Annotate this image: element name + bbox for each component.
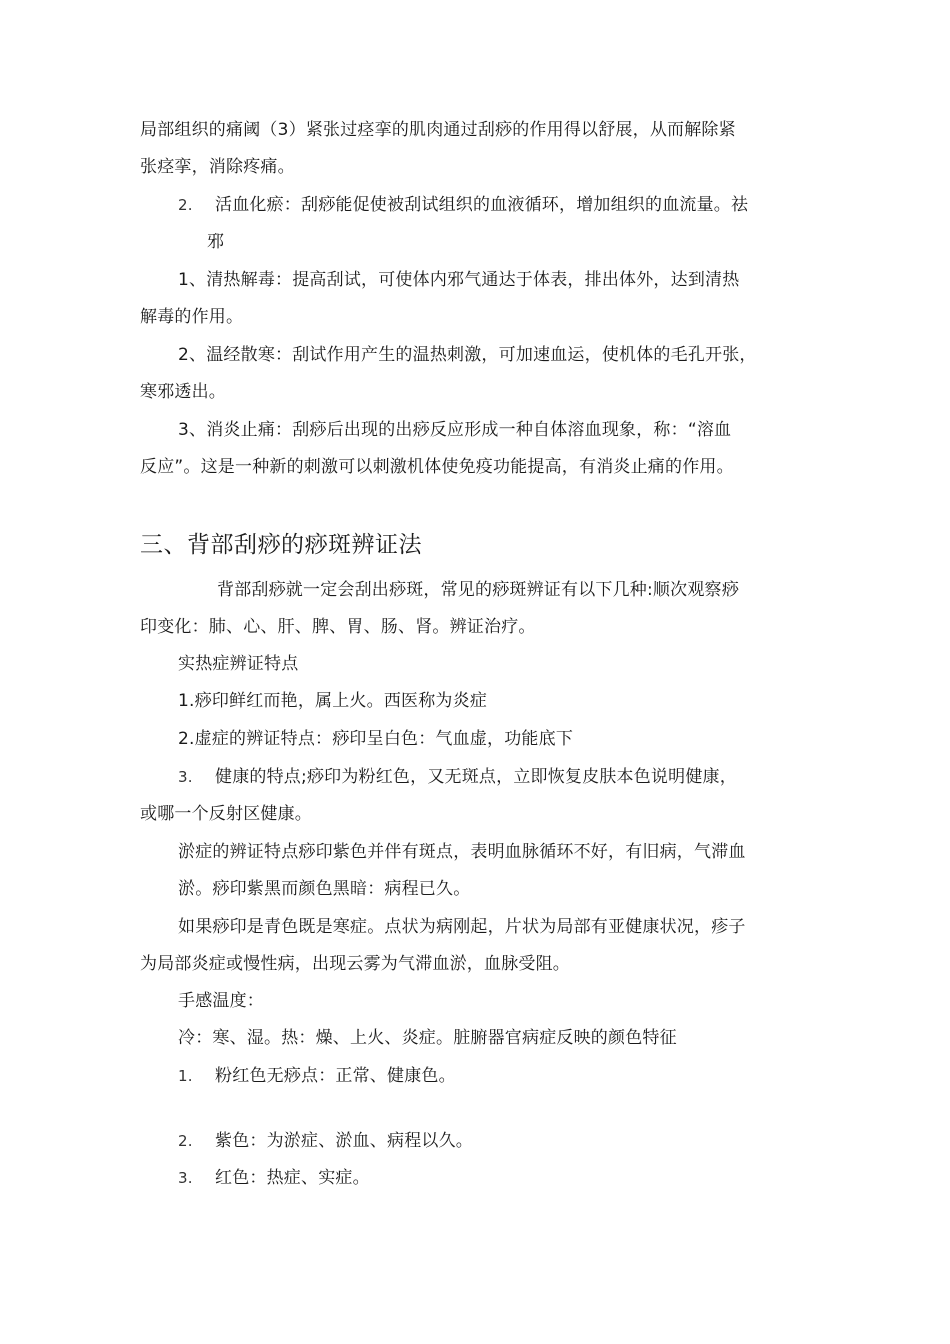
paragraph-line: 3、消炎止痛：刮痧后出现的出痧反应形成一种自体溶血现象，称：“溶血 [178,420,732,440]
item-text: 活血化瘀：刮痧能促使被刮试组织的血液循环，增加组织的血流量。祛 [215,195,749,215]
paragraph-line: 冷：寒、湿。热：燥、上火、炎症。脏腑器官病症反映的颜色特征 [178,1028,677,1048]
paragraph-line: 实热症辨证特点 [178,654,299,674]
item-text: 红色：热症、实症。 [215,1168,370,1188]
numbered-item [178,194,748,216]
item-text: 健康的特点;痧印为粉红色，又无斑点，立即恢复皮肤本色说明健康， [215,767,737,787]
paragraph-line: 淤症的辨证特点痧印紫色并伴有斑点，表明血脉循环不好，有旧病，气滞血 [178,842,746,862]
item-number: 1. [178,1067,193,1085]
paragraph-line: 2、温经散寒：刮试作用产生的温热刺激，可加速血运，使机体的毛孔开张， [178,345,757,365]
section-heading: 三、背部刮痧的痧斑辨证法 [140,532,422,558]
item-text: 粉红色无痧点：正常、健康色。 [215,1066,456,1086]
item-number: 2. [178,196,193,214]
paragraph-line: 1.痧印鲜红而艳，属上火。西医称为炎症 [178,691,488,711]
paragraph-line: 印变化：肺、心、肝、脾、胃、肠、肾。辨证治疗。 [140,617,536,637]
paragraph-line: 局部组织的痛阈（3）紧张过痉挛的肌肉通过刮痧的作用得以舒展，从而解除紧 [140,120,736,140]
paragraph-line: 淤。痧印紫黑而颜色黑暗：病程已久。 [178,879,471,899]
paragraph-line: 2.虚症的辨证特点：痧印呈白色：气血虚，功能底下 [178,729,574,749]
item-number: 3. [178,1169,193,1187]
item-number: 3. [178,768,193,786]
paragraph-line: 寒邪透出。 [140,382,226,402]
paragraph-line: 如果痧印是青色既是寒症。点状为病刚起，片状为局部有亚健康状况，疹子 [178,917,746,937]
paragraph-line: 背部刮痧就一定会刮出痧斑，常见的痧斑辨证有以下几种:顺次观察痧 [217,580,739,600]
item-text: 紫色：为淤症、淤血、病程以久。 [215,1131,473,1151]
paragraph-line: 反应”。这是一种新的刺激可以刺激机体使免疫功能提高，有消炎止痛的作用。 [140,457,734,477]
paragraph-line: 1、清热解毒：提高刮试，可使体内邪气通达于体表，排出体外，达到清热 [178,270,740,290]
item-number: 2. [178,1132,193,1150]
numbered-item [178,1065,456,1087]
paragraph-line: 邪 [207,232,225,252]
numbered-item [178,1167,370,1189]
paragraph-line: 手感温度： [178,991,264,1011]
paragraph-line: 张痉挛，消除疼痛。 [140,157,295,177]
paragraph-line: 为局部炎症或慢性病，出现云雾为气滞血淤，血脉受阻。 [140,954,570,974]
paragraph-line: 或哪一个反射区健康。 [140,804,312,824]
numbered-item [178,766,737,788]
numbered-item [178,1130,473,1152]
paragraph-line: 解毒的作用。 [140,307,244,327]
